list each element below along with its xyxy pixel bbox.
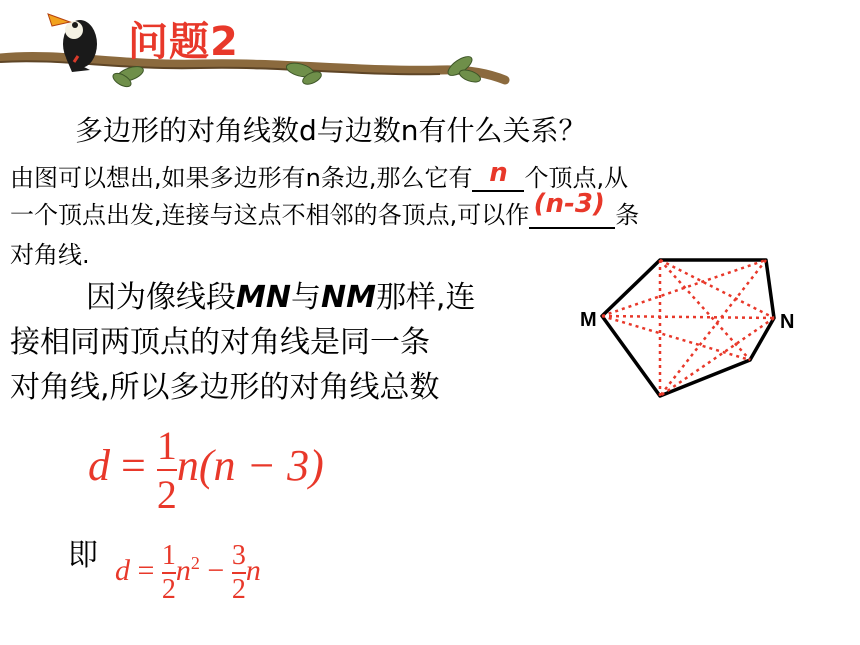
paragraph-line-3: 对角线. <box>10 241 90 269</box>
fraction-1: $\frac{1}{2}$ <box>156 423 177 517</box>
diagonals <box>602 260 774 396</box>
answer-fill-1: n <box>489 158 508 188</box>
ji-text: 即 <box>68 538 98 573</box>
fraction-2a: $\frac{1}{2}$ <box>161 540 176 605</box>
toucan-icon <box>48 14 97 72</box>
paragraph-line-2: 一个顶点出发,连接与这点不相邻的各顶点,可以作 (n-3) 条 <box>10 189 640 229</box>
segment-nm: NM <box>320 280 376 315</box>
explain-line-1: 因为像线段MN与NM那样,连 <box>86 280 476 315</box>
paragraph-line-1: 由图可以想出,如果多边形有n条边,那么它有 n 个顶点,从 <box>10 158 629 192</box>
answer-fill-2: (n-3) <box>533 189 605 219</box>
hexagon-figure <box>570 250 830 410</box>
branch-banner <box>0 0 520 100</box>
formula-2: d = $\frac{1}{2}$ $n^2$ − $\frac{3}{2}$ n <box>115 540 261 605</box>
fraction-2b: $\frac{3}{2}$ <box>231 540 246 605</box>
answer-blank-1 <box>472 158 524 192</box>
vertex-label-m: M <box>580 309 597 331</box>
answer-blank-2 <box>529 189 615 229</box>
segment-mn: MN <box>236 280 291 315</box>
hexagon-edges <box>602 260 774 396</box>
page-title: 问题2 <box>128 19 239 65</box>
vertex-label-n: N <box>780 311 795 333</box>
question-text: 多边形的对角线数d与边数n有什么关系？ <box>75 114 587 147</box>
formula-1: d = $\frac{1}{2}$ n(n − 3) <box>88 423 324 517</box>
explain-line-3: 对角线,所以多边形的对角线总数 <box>10 370 440 405</box>
explain-line-2: 接相同两顶点的对角线是同一条 <box>10 325 430 360</box>
